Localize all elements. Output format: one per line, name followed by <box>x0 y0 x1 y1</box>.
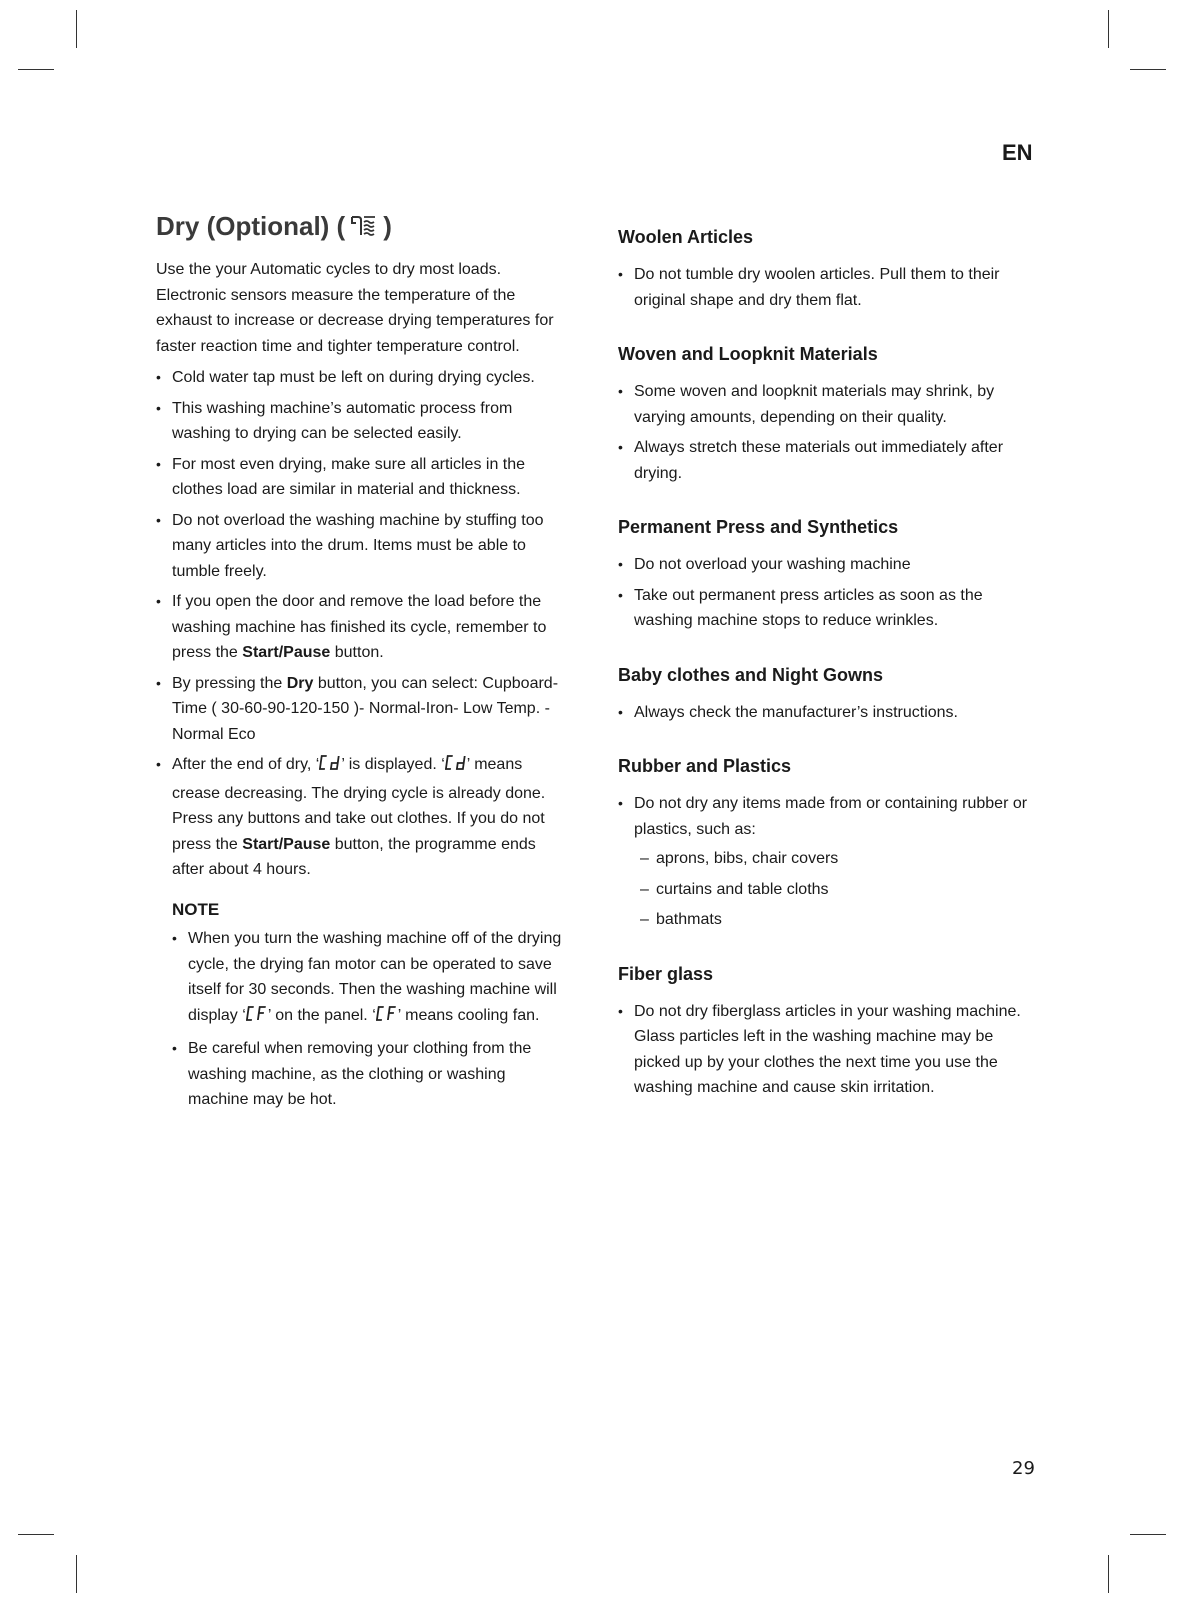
list-item: • Some woven and loopknit materials may shrink, by varying amounts, depending on their quality. <box>618 379 1038 430</box>
list-item: • Cold water tap must be left on during drying cycles. <box>156 365 568 391</box>
list-item: • Do not overload your washing machine <box>618 552 1038 578</box>
language-code: EN <box>1002 140 1033 165</box>
list-item: – bathmats <box>634 907 1038 933</box>
note-box <box>172 897 568 1113</box>
list-item: • Always check the manufacturer’s instructions. <box>618 700 1038 726</box>
cooling-fan-display-icon <box>376 1005 398 1032</box>
list-item: • Do not dry any items made from or containing rubber or plastics, such as: – aprons, bibs, chair covers – curtains and table cloths – bathmats <box>618 791 1038 933</box>
list-item: • By pressing the Dry button, you can select: Cupboard-Time ( 30-60-90-120-150 )- Normal-Iron- Low Temp. -Normal Eco <box>156 671 568 748</box>
list-item: • For most even drying, make sure all articles in the clothes load are similar in material and thickness. <box>156 452 568 503</box>
section-baby-clothes <box>618 662 1038 726</box>
list-item: • If you open the door and remove the load before the washing machine has finished its cycle, remember to press the Start/Pause button. <box>156 589 568 666</box>
section-heading: Fiber glass <box>618 963 714 984</box>
list-item: – aprons, bibs, chair covers <box>634 846 1038 872</box>
list-item: – curtains and table cloths <box>634 877 1038 903</box>
list-item: • Always stretch these materials out immediately after drying. <box>618 435 1038 486</box>
section-rubber-plastics <box>618 753 1038 933</box>
crop-mark <box>1130 1534 1166 1535</box>
crop-mark <box>18 69 54 70</box>
page-number: 29 <box>1012 1458 1035 1479</box>
right-column <box>618 224 1038 1129</box>
note-title: NOTE <box>172 899 220 919</box>
section-fiber-glass <box>618 961 1038 1101</box>
list-item: • When you turn the washing machine off of the drying cycle, the drying fan motor can be operated to save itself for 30 seconds. Then the washing machine will display ‘ ’ on the panel. ‘ ’ means cooling fan. <box>172 926 568 1031</box>
section-title: Dry (Optional) ( ) <box>156 208 568 247</box>
crop-mark <box>76 10 77 48</box>
crop-mark <box>18 1534 54 1535</box>
section-heading: Woolen Articles <box>618 227 754 247</box>
list-item: • Do not dry fiberglass articles in your washing machine. Glass particles left in the washing machine may be picked up by your clothes the next time you use the washing machine and cause skin irritation. <box>618 999 1038 1101</box>
intro-paragraph: Use the your Automatic cycles to dry most loads. Electronic sensors measure the temperature of the exhaust to increase or decrease drying temperatures for faster reaction time and tighter temperature control. <box>156 261 554 355</box>
section-heading: Permanent Press and Synthetics <box>618 517 899 537</box>
list-item: • After the end of dry, ‘ ’ is displayed. ‘ ’ means crease decreasing. The drying cycle is already done. Press any buttons and take out clothes. If you do not press the Start/Pause button, the programme ends after about 4 hours. <box>156 752 568 883</box>
crease-display-icon <box>445 754 467 781</box>
section-woolen <box>618 224 1038 313</box>
section-heading: Baby clothes and Night Gowns <box>618 664 884 685</box>
crop-mark <box>1108 10 1109 48</box>
dash-list <box>634 846 1038 933</box>
list-item: • Be careful when removing your clothing from the washing machine, as the clothing or washing machine may be hot. <box>172 1036 568 1113</box>
dry-bullet-list <box>156 365 568 883</box>
crop-mark <box>1108 1555 1109 1593</box>
list-item: • Take out permanent press articles as soon as the washing machine stops to reduce wrinkles. <box>618 583 1038 634</box>
list-item: • Do not tumble dry woolen articles. Pull them to their original shape and dry them flat. <box>618 262 1038 313</box>
crease-display-icon <box>319 754 341 781</box>
section-heading: Woven and Loopknit Materials <box>618 344 878 364</box>
dry-icon <box>349 211 379 247</box>
list-item: • This washing machine’s automatic process from washing to drying can be selected easily. <box>156 396 568 447</box>
cooling-fan-display-icon <box>246 1005 268 1032</box>
crop-mark <box>76 1555 77 1593</box>
section-heading: Rubber and Plastics <box>618 756 792 776</box>
list-item: • Do not overload the washing machine by stuffing too many articles into the drum. Items must be able to tumble freely. <box>156 508 568 585</box>
crop-mark <box>1130 69 1166 70</box>
left-column <box>156 208 568 1118</box>
section-woven <box>618 341 1038 486</box>
section-permanent-press <box>618 514 1038 634</box>
note-list <box>172 926 568 1113</box>
